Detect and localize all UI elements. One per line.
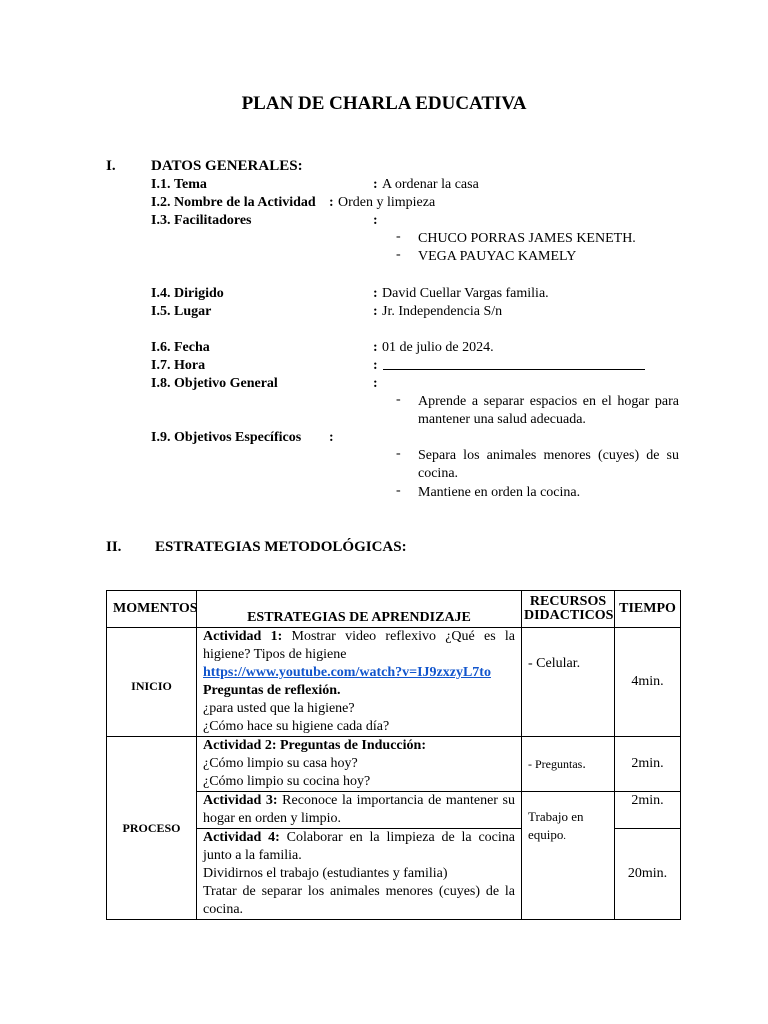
bullet-dash: - [396, 229, 401, 244]
item-label-fecha: Fecha [174, 340, 210, 355]
item-number: I.3. [151, 213, 171, 228]
inicio-strategies [197, 628, 522, 737]
bullet-dash: - [396, 483, 401, 498]
activity-3-time: 2min. [615, 792, 681, 829]
item-label-tema: Tema [174, 177, 207, 192]
header-resources: RECURSOS DIDACTICOS [522, 591, 615, 628]
item-number: I.8. [151, 376, 171, 391]
moment-inicio: INICIO [107, 628, 197, 737]
item-colon: : [373, 213, 378, 228]
facilitator-1: CHUCO PORRAS JAMES KENETH. [418, 231, 636, 246]
activity-4-label: Actividad 4: [203, 830, 280, 845]
activity-4-line-2: Dividirnos el trabajo (estudiantes y familia) [203, 866, 448, 881]
item-number: I.9. [151, 430, 171, 445]
item-colon: : [373, 286, 378, 301]
activity-2-question-1: ¿Cómo limpio su casa hoy? [203, 756, 358, 771]
item-label-objetivos-especificos: Objetivos Específicos [174, 430, 302, 445]
bullet-dash: - [396, 392, 401, 407]
header-strategies: ESTRATEGIAS DE APRENDIZAJE [197, 591, 522, 628]
item-label-objetivo-general: Objetivo General [174, 376, 278, 391]
activity-3-label: Actividad 3: [203, 793, 278, 808]
reflection-questions-label: Preguntas de reflexión. [203, 683, 341, 698]
document-title: PLAN DE CHARLA EDUCATIVA [241, 93, 527, 114]
item-label-nombre-actividad: Nombre de la Actividad [174, 195, 316, 210]
item-colon: : [329, 195, 334, 210]
header-time: TIEMPO [615, 591, 681, 628]
item-colon: : [373, 340, 378, 355]
section-2-number: II. [106, 539, 122, 555]
item-number: I.7. [151, 358, 171, 373]
inicio-time: 4min. [615, 628, 681, 737]
item-colon: : [373, 376, 378, 391]
item-number: I.5. [151, 304, 171, 319]
activity-3-4-resource [522, 792, 615, 920]
activity-1-text [203, 628, 515, 664]
section-1-number: I. [106, 158, 116, 174]
item-value-nombre-actividad: Orden y limpieza [338, 195, 436, 210]
activity-4-time: 20min. [615, 829, 681, 920]
hora-blank-line [383, 357, 645, 375]
activity-1-label: Actividad 1: [203, 629, 283, 644]
item-label-facilitadores: Facilitadores [174, 213, 252, 228]
item-value-tema: A ordenar la casa [382, 177, 479, 192]
activity-2-resource-text: - Preguntas [528, 756, 583, 771]
specific-objective-2: Mantiene en orden la cocina. [418, 485, 581, 500]
item-number: I.1. [151, 177, 171, 192]
bullet-dash: - [396, 446, 401, 461]
item-label-lugar: Lugar [174, 304, 212, 319]
bullet-dash: - [396, 247, 401, 262]
activity-2-label: Actividad 2: Preguntas de Inducción: [203, 738, 426, 753]
item-number: I.6. [151, 340, 171, 355]
activity-2-cell [197, 737, 522, 792]
activity-4-description: Colaborar en la limpieza de la cocina junto a la familia. [203, 830, 515, 863]
youtube-link[interactable]: https://www.youtube.com/watch?v=IJ9zxzyL7to [203, 665, 491, 680]
activity-3-4-resource-text: Trabajo en equipo [528, 809, 584, 842]
activity-3-4-resource-dot: . [563, 831, 566, 842]
facilitator-2: VEGA PAUYAC KAMELY [418, 249, 577, 264]
item-colon: : [373, 304, 378, 319]
reflection-question-1: ¿para usted que la higiene? [203, 701, 355, 716]
item-value-dirigido: David Cuellar Vargas familia. [382, 286, 549, 301]
activity-3-description: Reconoce la importancia de mantener su hogar en orden y limpio. [203, 793, 516, 826]
item-colon: : [329, 430, 334, 445]
section-2-heading: ESTRATEGIAS METODOLÓGICAS: [155, 539, 407, 555]
specific-objective-1: Separa los animales menores (cuyes) de su cocina. [418, 448, 679, 481]
item-label-hora: Hora [174, 358, 206, 373]
header-moments: MOMENTOS [107, 591, 197, 628]
table-row-proceso-act2 [107, 737, 681, 792]
activity-2-question-2: ¿Cómo limpio su cocina hoy? [203, 774, 371, 789]
item-colon: : [373, 177, 378, 192]
item-number: I.2. [151, 195, 171, 210]
activity-2-time: 2min. [615, 737, 681, 792]
activity-2-resource-dot: . [582, 756, 586, 772]
section-1-heading: DATOS GENERALES: [151, 158, 303, 174]
item-colon: : [373, 358, 378, 373]
moment-proceso: PROCESO [107, 737, 197, 920]
item-value-lugar: Jr. Independencia S/n [382, 304, 503, 319]
table-row-inicio [107, 628, 681, 737]
item-label-dirigido: Dirigido [174, 286, 224, 301]
strategies-table [106, 590, 681, 920]
activity-4-text [203, 829, 515, 865]
item-value-fecha: 01 de julio de 2024. [382, 340, 494, 355]
activity-3-cell [197, 792, 522, 829]
item-number: I.4. [151, 286, 171, 301]
activity-2-resource [522, 737, 615, 792]
activity-4-cell [197, 829, 522, 920]
reflection-question-2: ¿Cómo hace su higiene cada día? [203, 719, 390, 734]
activity-4-line-3: Tratar de separar los animales menores (cuyes) de la cocina. [203, 884, 515, 917]
inicio-resource: - Celular. [522, 628, 615, 737]
general-objective-text: Aprende a separar espacios en el hogar para mantener una salud adecuada. [418, 394, 679, 427]
activity-1-description: Mostrar video reflexivo ¿Qué es la higiene? Tipos de higiene [203, 629, 515, 662]
table-header-row [107, 591, 681, 628]
